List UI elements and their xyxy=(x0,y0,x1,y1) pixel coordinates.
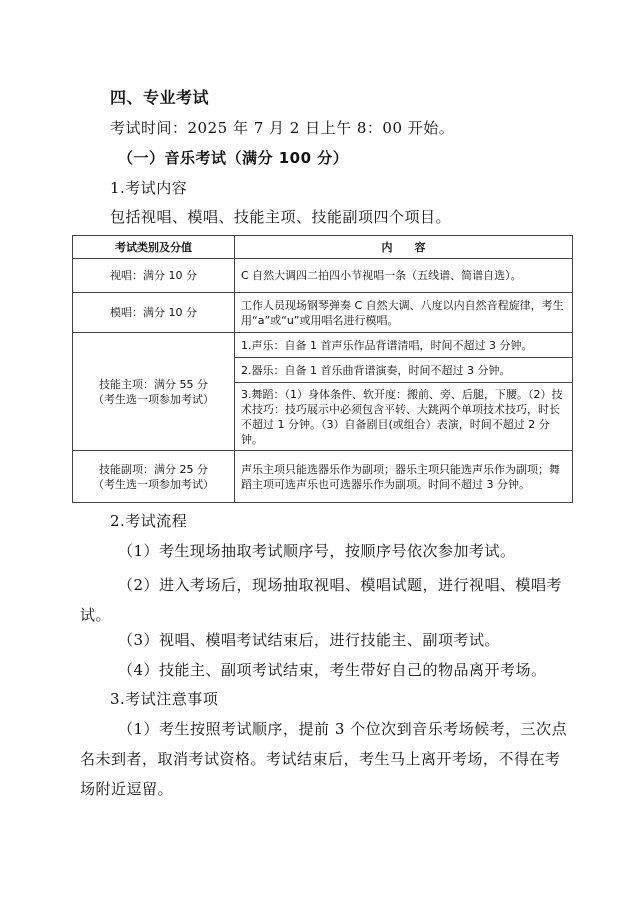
table-header-row xyxy=(73,236,573,259)
row-content: 声乐主项只能选器乐作为副项；器乐主项只能选声乐作为副项；舞蹈主项可选声乐也可选器乐作为副项。时间不超过 3 分钟。 xyxy=(235,451,573,503)
row-content: 工作人员现场钢琴弹奏 C 自然大调、八度以内自然音程旋律，考生用“a”或“u”或用唱名进行模唱。 xyxy=(235,293,573,333)
process-item: （4）技能主、副项考试结束，考生带好自己的物品离开考场。 xyxy=(118,661,547,679)
category-label: 技能主项：满分 55 分 xyxy=(99,377,208,391)
music-exam-heading: （一）音乐考试（满分 100 分） xyxy=(118,149,349,167)
main-skill-item: 1.声乐：自备 1 首声乐作品背谱清唱，时间不超过 3 分钟。 xyxy=(235,333,573,358)
section-heading: 四、专业考试 xyxy=(110,88,210,107)
exam-content-table xyxy=(72,235,573,503)
content-heading: 1.考试内容 xyxy=(110,179,188,197)
process-item: （2）进入考场后，现场抽取视唱、模唱试题，进行视唱、模唱考试。 xyxy=(80,576,563,624)
notes-heading: 3.考试注意事项 xyxy=(110,690,219,708)
row-category xyxy=(73,451,235,503)
process-item: （3）视唱、模唱考试结束后，进行技能主、副项考试。 xyxy=(118,631,501,649)
main-skill-item: 2.器乐：自备 1 首乐曲背谱演奏，时间不超过 3 分钟。 xyxy=(235,358,573,383)
row-category: 模唱：满分 10 分 xyxy=(73,293,235,333)
process-heading: 2.考试流程 xyxy=(110,512,188,530)
row-category xyxy=(73,333,235,451)
category-label: 技能副项：满分 25 分 xyxy=(99,462,208,476)
content-intro: 包括视唱、模唱、技能主项、技能副项四个项目。 xyxy=(110,208,452,226)
notes-item: （1）考生按照考试顺序，提前 3 个位次到音乐考场候考，三次点名未到者，取消考试资格。考试结束后，考生马上离开考场，不得在考场附近逗留。 xyxy=(80,720,568,798)
main-skill-item: 3.舞蹈：（1）身体条件、软开度：搬前、旁、后腿，下腰。（2）技术技巧：技巧展示中必须包含平转、大跳两个单项技术技巧，时长不超过 1 分钟。（3）自备剧目(或组合）表演，时间不超过 2 分钟。 xyxy=(235,383,573,451)
header-content: 内 容 xyxy=(235,236,573,259)
table-row xyxy=(73,333,573,358)
exam-time: 考试时间：2025 年 7 月 2 日上午 8：00 开始。 xyxy=(110,119,455,137)
table-row xyxy=(73,451,573,503)
row-content: C 自然大调四二拍四小节视唱一条（五线谱、简谱自选）。 xyxy=(235,259,573,293)
category-note: （考生选一项参加考试） xyxy=(93,477,214,491)
header-category: 考试类别及分值 xyxy=(73,236,235,259)
process-item: （1）考生现场抽取考试顺序号，按顺序号依次参加考试。 xyxy=(118,542,516,560)
table-row xyxy=(73,259,573,293)
table-row xyxy=(73,293,573,333)
row-category: 视唱：满分 10 分 xyxy=(73,259,235,293)
category-note: （考生选一项参加考试） xyxy=(93,392,214,406)
